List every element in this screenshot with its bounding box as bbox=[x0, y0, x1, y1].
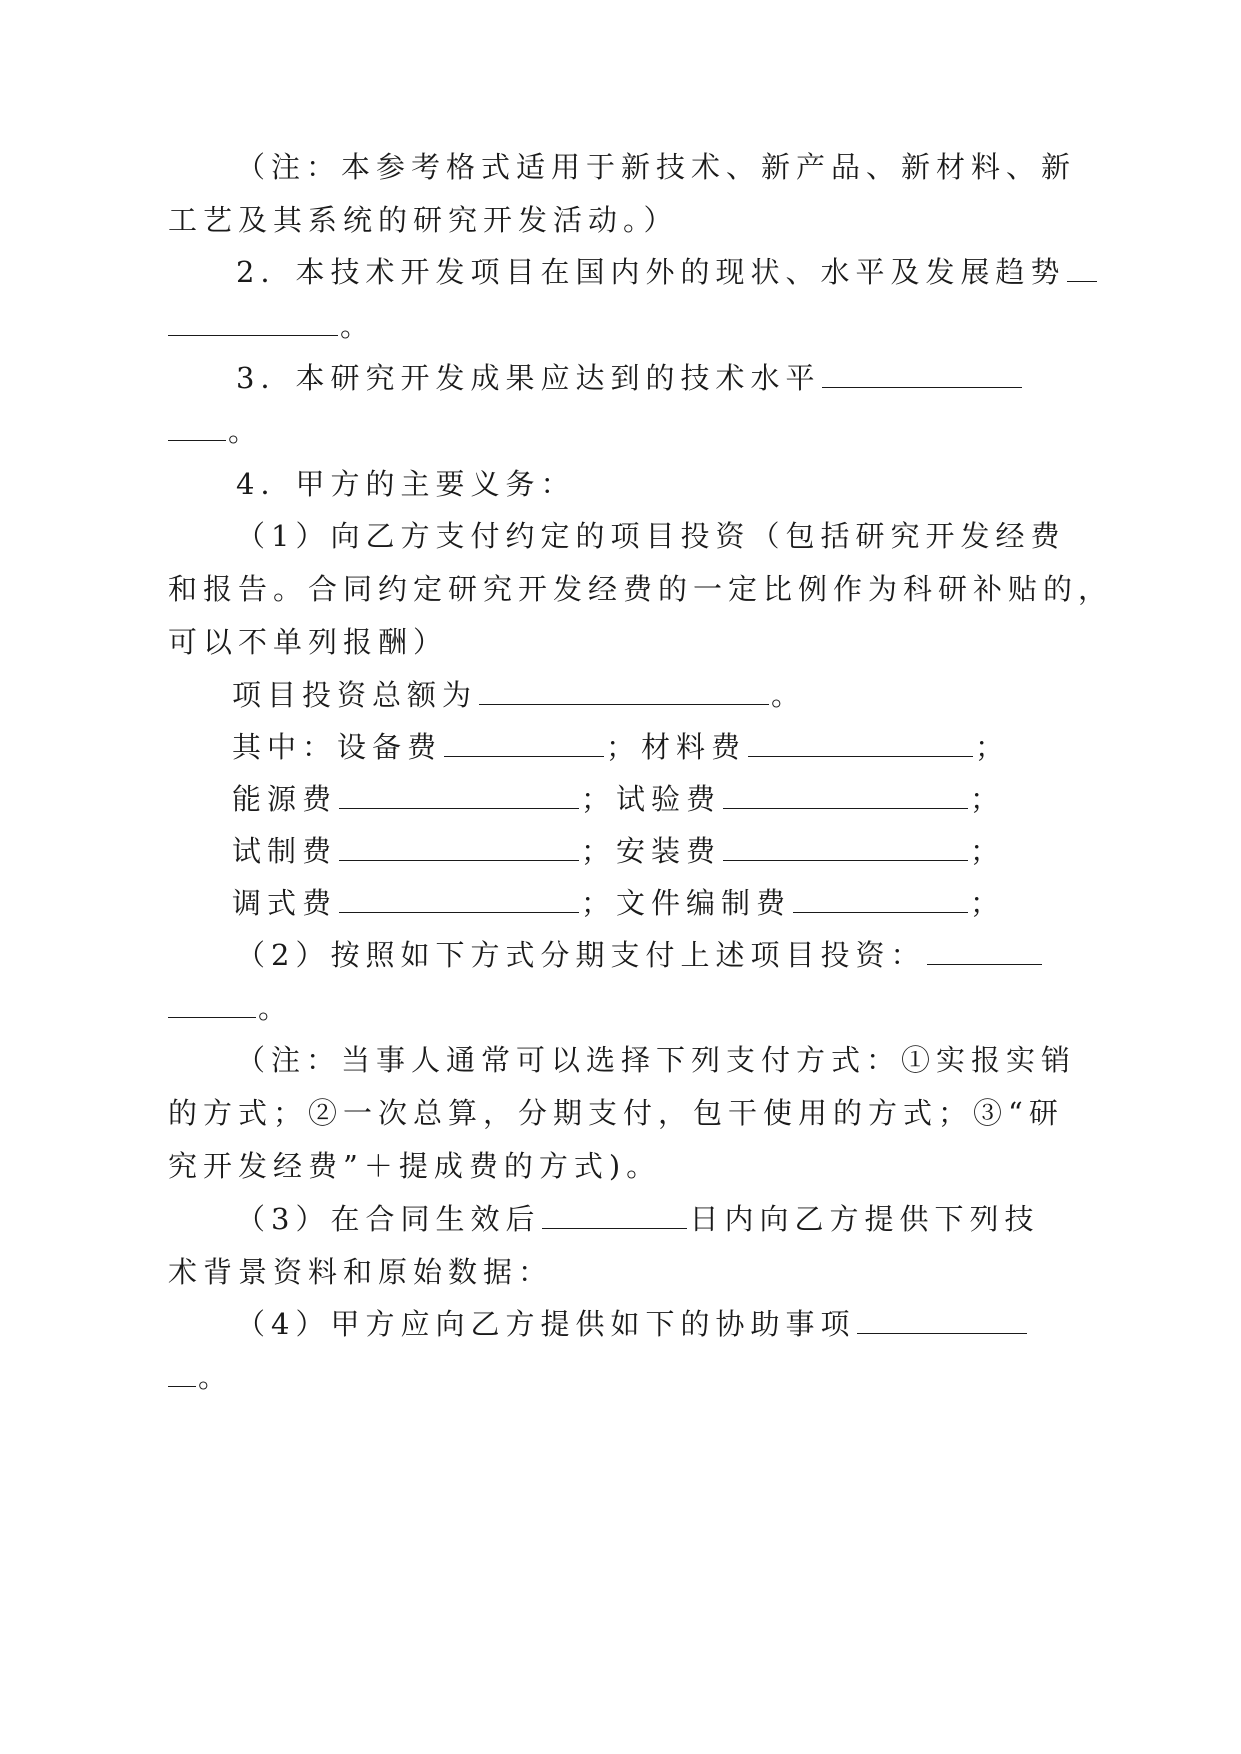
note-2-line-1 bbox=[236, 1040, 1076, 1080]
duty-3-text-2: 术背景资料和原始数据： bbox=[168, 1255, 554, 1289]
duty-1-line-2 bbox=[168, 569, 1113, 609]
fee-equipment-label: 其中：设备费 bbox=[232, 730, 443, 764]
item-2-text: 2．本技术开发项目在国内外的现状、水平及发展趋势 bbox=[236, 255, 1066, 289]
duty-4-line-2 bbox=[168, 1357, 233, 1397]
item-3-end: 。 bbox=[228, 414, 264, 448]
duty-2-blank-2[interactable] bbox=[168, 989, 256, 1018]
duty-1-text-3: 可以不单列报酬） bbox=[168, 625, 449, 659]
fee-install-blank[interactable] bbox=[723, 832, 968, 861]
item-4-title-text: 4．甲方的主要义务： bbox=[236, 467, 576, 501]
item-3-blank-1[interactable] bbox=[822, 359, 1022, 388]
total-investment-label: 项目投资总额为 bbox=[232, 678, 478, 712]
fee-test-blank[interactable] bbox=[723, 780, 968, 809]
fee-row-2 bbox=[232, 779, 1005, 819]
item-2-blank-2[interactable] bbox=[168, 307, 338, 336]
duty-3-line-2 bbox=[168, 1252, 553, 1292]
fee-trial-label: 试制费 bbox=[232, 834, 338, 868]
fee-docs-label: ；文件编制费 bbox=[581, 886, 792, 920]
total-investment-blank[interactable] bbox=[479, 676, 769, 705]
fee-material-blank[interactable] bbox=[748, 728, 973, 757]
duty-4-text: （4）甲方应向乙方提供如下的协助事项 bbox=[236, 1307, 856, 1341]
item-2-line-1 bbox=[236, 252, 1099, 292]
fee-install-label: ；安装费 bbox=[581, 834, 722, 868]
item-3-blank-2[interactable] bbox=[168, 412, 226, 441]
duty-3-days-blank[interactable] bbox=[542, 1200, 687, 1229]
duty-2-end: 。 bbox=[258, 991, 294, 1025]
duty-3-line-1 bbox=[236, 1199, 1039, 1239]
fee-debug-blank[interactable] bbox=[339, 884, 579, 913]
fee-row-3-end: ； bbox=[970, 834, 1006, 868]
note-1-text-2: 工艺及其系统的研究开发活动。） bbox=[168, 203, 679, 237]
fee-row-1-end: ； bbox=[975, 730, 1011, 764]
item-3-line-2 bbox=[168, 411, 263, 451]
item-2-blank-1[interactable] bbox=[1067, 253, 1097, 282]
total-investment-line bbox=[232, 675, 806, 715]
fee-row-3 bbox=[232, 831, 1005, 871]
duty-1-line-3 bbox=[168, 622, 448, 662]
fee-row-4 bbox=[232, 883, 1005, 923]
fee-energy-blank[interactable] bbox=[339, 780, 579, 809]
fee-row-1 bbox=[232, 727, 1010, 767]
fee-equipment-blank[interactable] bbox=[444, 728, 604, 757]
item-2-end: 。 bbox=[340, 309, 376, 343]
duty-1-text-2: 和报告。合同约定研究开发经费的一定比例作为科研补贴的， bbox=[168, 572, 1114, 606]
item-3-line-1 bbox=[236, 358, 1024, 398]
duty-4-end: 。 bbox=[198, 1360, 234, 1394]
note-1-line-2 bbox=[168, 200, 679, 240]
item-4-title bbox=[236, 464, 575, 504]
fee-row-4-end: ； bbox=[970, 886, 1006, 920]
duty-4-line-1 bbox=[236, 1304, 1029, 1344]
fee-material-label: ；材料费 bbox=[606, 730, 747, 764]
duty-2-text: （2）按照如下方式分期支付上述项目投资： bbox=[236, 938, 926, 972]
duty-1-line-1 bbox=[236, 516, 1065, 556]
note-2-text-1: （注：当事人通常可以选择下列支付方式：①实报实销 bbox=[236, 1043, 1077, 1077]
note-1-text-1: （注：本参考格式适用于新技术、新产品、新材料、新 bbox=[236, 150, 1077, 184]
fee-test-label: ；试验费 bbox=[581, 782, 722, 816]
note-2-text-3: 究开发经费”＋提成费的方式)。 bbox=[168, 1149, 662, 1183]
fee-docs-blank[interactable] bbox=[793, 884, 968, 913]
fee-debug-label: 调式费 bbox=[232, 886, 338, 920]
fee-energy-label: 能源费 bbox=[232, 782, 338, 816]
note-2-line-2 bbox=[168, 1093, 1064, 1133]
duty-4-blank-2[interactable] bbox=[168, 1358, 196, 1387]
duty-2-blank-1[interactable] bbox=[927, 936, 1042, 965]
duty-3-text-b: 日内向乙方提供下列技 bbox=[689, 1202, 1040, 1236]
fee-row-2-end: ； bbox=[970, 782, 1006, 816]
note-1-line-1 bbox=[236, 147, 1076, 187]
duty-2-line-2 bbox=[168, 988, 293, 1028]
note-2-text-2: 的方式；②一次总算，分期支付，包干使用的方式；③“研 bbox=[168, 1096, 1064, 1130]
duty-2-line-1 bbox=[236, 935, 1044, 975]
item-3-text: 3．本研究开发成果应达到的技术水平 bbox=[236, 361, 821, 395]
duty-4-blank-1[interactable] bbox=[857, 1305, 1027, 1334]
duty-1-text-1: （1）向乙方支付约定的项目投资（包括研究开发经费 bbox=[236, 519, 1066, 553]
note-2-line-3 bbox=[168, 1146, 661, 1186]
duty-3-text-a: （3）在合同生效后 bbox=[236, 1202, 541, 1236]
item-2-line-2 bbox=[168, 306, 375, 346]
fee-trial-blank[interactable] bbox=[339, 832, 579, 861]
total-investment-end: 。 bbox=[771, 678, 807, 712]
